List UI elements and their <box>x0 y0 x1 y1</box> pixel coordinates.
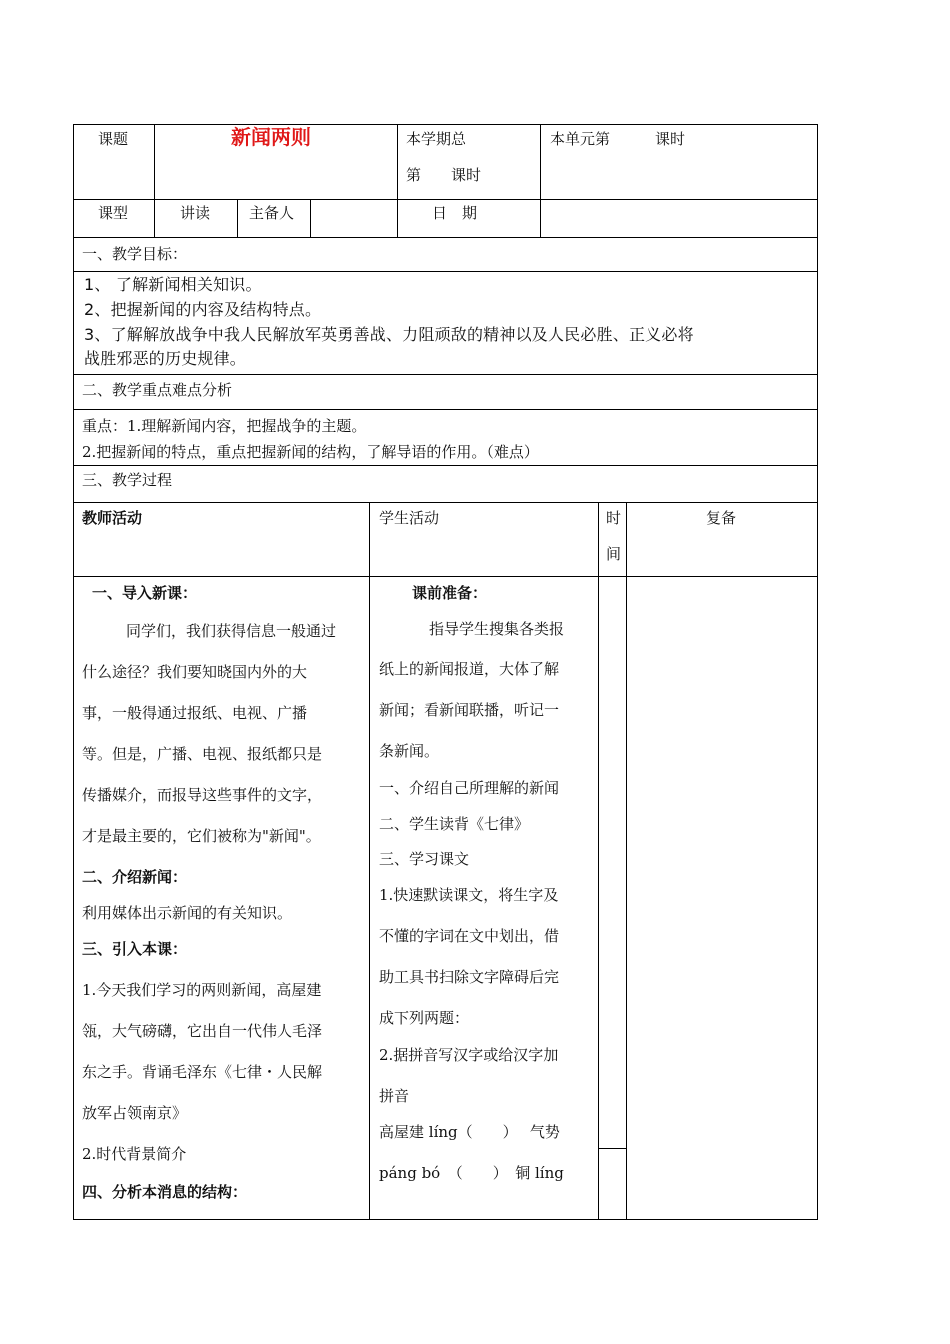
teacher-text: 1.今天我们学习的两则新闻，高屋建 <box>82 981 322 999</box>
key-point-2: 2.把握新闻的特点，重点把握新闻的结构，了解导语的作用。（难点） <box>82 443 539 461</box>
row-divider <box>73 576 818 577</box>
row-divider <box>73 237 818 238</box>
student-text: 指导学生搜集各类报 <box>429 620 565 638</box>
col-divider <box>369 502 370 1220</box>
process-heading: 三、教学过程 <box>82 471 173 489</box>
teacher-text: 瓴，大气磅礴，它出自一代伟人毛泽 <box>82 1022 323 1040</box>
student-text: 2.据拼音写汉字或给汉字加 <box>379 1046 559 1064</box>
student-text: 助工具书扫除文字障碍后完 <box>379 968 560 986</box>
col-divider <box>626 502 627 1220</box>
student-text: 纸上的新闻报道，大体了解 <box>379 660 560 678</box>
col-divider <box>540 124 541 237</box>
teacher-section-2: 二、介绍新闻： <box>82 868 188 886</box>
teacher-text: 放军占领南京》 <box>82 1104 188 1122</box>
student-text: 条新闻。 <box>379 742 440 760</box>
col-review: 复备 <box>706 509 737 527</box>
preparer-label: 主备人 <box>249 204 295 222</box>
goal-item: 战胜邪恶的历史规律。 <box>84 349 247 368</box>
row-divider <box>73 374 818 375</box>
type-label: 课型 <box>98 204 129 222</box>
key-points-heading: 二、教学重点难点分析 <box>82 381 233 399</box>
student-text: 成下列两题： <box>379 1009 470 1027</box>
teacher-text: 东之手。背诵毛泽东《七律・人民解 <box>82 1063 323 1081</box>
student-section-1: 课前准备： <box>412 584 488 602</box>
col-time-1: 时 <box>606 509 622 527</box>
goal-item: 3、了解解放战争中我人民解放军英勇善战、力阻顽敌的精神以及人民必胜、正义必将 <box>84 325 694 344</box>
student-text: 高屋建 líng（ ） 气势 <box>379 1123 560 1141</box>
type-value: 讲读 <box>180 204 211 222</box>
goal-item: 2、把握新闻的内容及结构特点。 <box>84 300 322 319</box>
teacher-text: 才是最主要的，它们被称为"新闻"。 <box>82 827 321 845</box>
col-student: 学生活动 <box>379 509 440 527</box>
row-divider <box>73 502 818 503</box>
teacher-text: 什么途径？我们要知晓国内外的大 <box>82 663 308 681</box>
student-text: 不懂的字词在文中划出，借 <box>379 927 560 945</box>
row-divider <box>73 409 818 410</box>
student-step: 一、介绍自己所理解的新闻 <box>379 779 560 797</box>
col-divider <box>310 199 311 237</box>
semester-total-label: 本学期总 <box>406 130 467 148</box>
student-step: 二、学生读背《七律》 <box>379 815 530 833</box>
teacher-section-3: 三、引入本课： <box>82 940 188 958</box>
col-divider <box>154 199 155 237</box>
semester-lesson-label: 第 课时 <box>406 166 482 184</box>
student-step: 三、学习课文 <box>379 850 470 868</box>
student-text: páng bó （ ） 铜 líng <box>379 1164 564 1182</box>
teacher-text: 传播媒介，而报导这些事件的文字， <box>82 786 323 804</box>
student-text: 拼音 <box>379 1087 410 1105</box>
row-divider <box>73 199 818 200</box>
unit-lesson-label: 本单元第 课时 <box>550 130 686 148</box>
topic-label: 课题 <box>98 130 129 148</box>
col-teacher: 教师活动 <box>82 509 143 527</box>
col-divider <box>237 199 238 237</box>
goal-item: 1、 了解新闻相关知识。 <box>84 275 262 294</box>
teacher-section-4: 四、分析本消息的结构： <box>82 1183 248 1201</box>
page-title: 新闻两则 <box>231 125 311 149</box>
teacher-text: 等。但是，广播、电视、报纸都只是 <box>82 745 323 763</box>
col-time-2: 间 <box>606 545 622 563</box>
teacher-section-1: 一、导入新课： <box>92 584 198 602</box>
teacher-text: 同学们，我们获得信息一般通过 <box>126 622 337 640</box>
col-divider <box>154 124 155 199</box>
col-divider <box>598 502 599 1220</box>
row-divider <box>73 271 818 272</box>
cell-divider <box>598 1148 626 1149</box>
key-point-1: 重点：1.理解新闻内容，把握战争的主题。 <box>82 417 367 435</box>
student-text: 1.快速默读课文，将生字及 <box>379 886 559 904</box>
goals-heading: 一、教学目标： <box>82 245 188 263</box>
student-text: 新闻；看新闻联播，听记一 <box>379 701 560 719</box>
row-divider <box>73 465 818 466</box>
col-divider <box>397 124 398 237</box>
teacher-text: 事，一般得通过报纸、电视、广播 <box>82 704 308 722</box>
date-label: 日 期 <box>432 204 478 222</box>
teacher-text: 2.时代背景简介 <box>82 1145 187 1163</box>
teacher-text: 利用媒体出示新闻的有关知识。 <box>82 904 293 922</box>
